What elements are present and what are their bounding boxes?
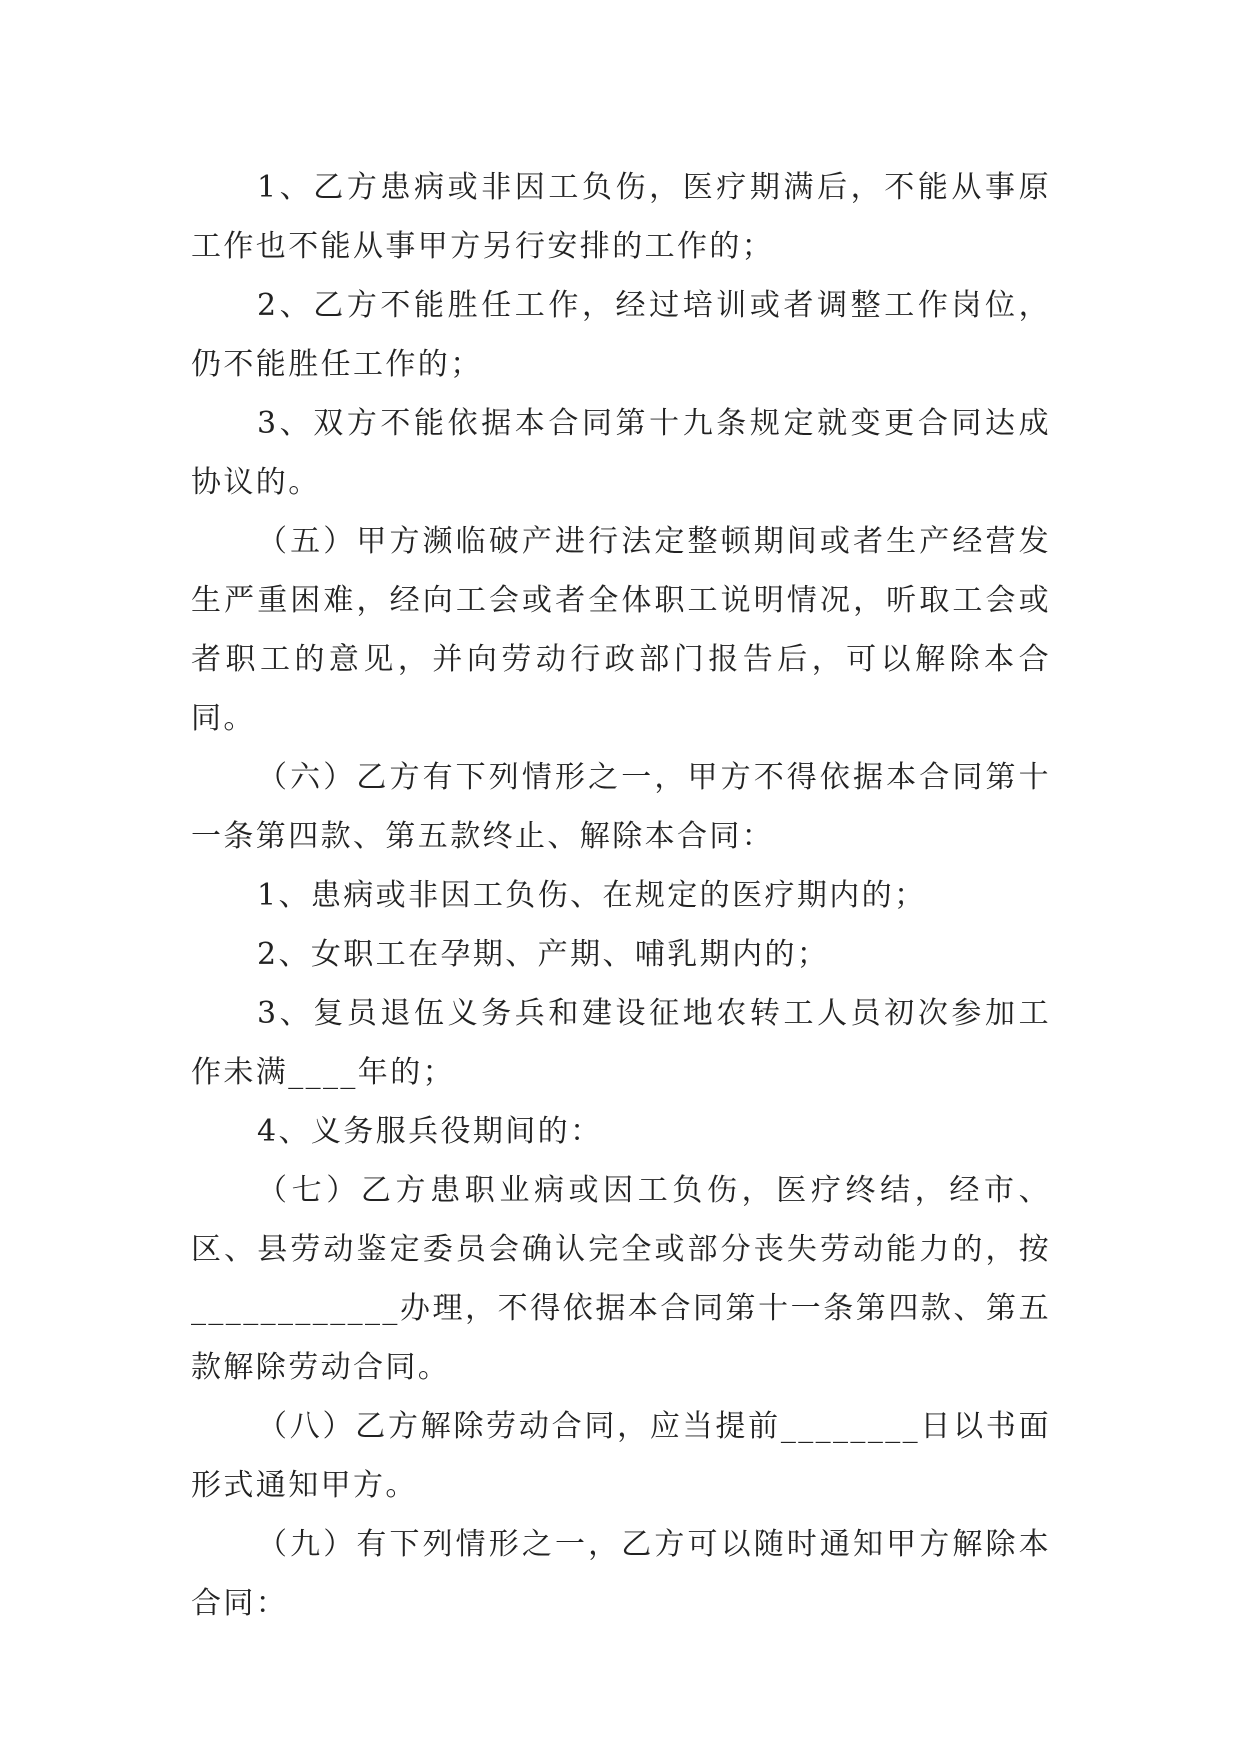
paragraph-clause-8: （八）乙方解除劳动合同，应当提前________日以书面形式通知甲方。 bbox=[191, 1409, 1051, 1503]
paragraph-clause-6-item-2: 2、女职工在孕期、产期、哺乳期内的； bbox=[257, 937, 830, 972]
paragraph-clause-7: （七）乙方患职业病或因工负伤，医疗终结，经市、区、县劳动鉴定委员会确认完全或部分丧失劳动能力的，按____________办理，不得依据本合同第十一条第四款、第五款解除劳动合同。 bbox=[191, 1173, 1051, 1385]
paragraph-clause-6: （六）乙方有下列情形之一，甲方不得依据本合同第十一条第四款、第五款终止、解除本合同： bbox=[191, 760, 1051, 854]
paragraph-clause-6-item-3: 3、复员退伍义务兵和建设征地农转工人员初次参加工作未满____年的； bbox=[191, 996, 1051, 1090]
paragraph-clause-9: （九）有下列情形之一，乙方可以随时通知甲方解除本合同： bbox=[191, 1527, 1051, 1621]
paragraph-clause-6-item-4: 4、义务服兵役期间的： bbox=[257, 1114, 603, 1149]
paragraph-clause-5: （五）甲方濒临破产进行法定整顿期间或者生产经营发生严重困难，经向工会或者全体职工说明情况，听取工会或者职工的意见，并向劳动行政部门报告后，可以解除本合同。 bbox=[191, 524, 1051, 736]
paragraph-item-3: 3、双方不能依据本合同第十九条规定就变更合同达成协议的。 bbox=[191, 406, 1051, 500]
paragraph-item-2: 2、乙方不能胜任工作，经过培训或者调整工作岗位，仍不能胜任工作的； bbox=[191, 288, 1051, 382]
paragraph-item-1: 1、乙方患病或非因工负伤，医疗期满后，不能从事原工作也不能从事甲方另行安排的工作的； bbox=[191, 170, 1051, 264]
paragraph-clause-6-item-1: 1、患病或非因工负伤、在规定的医疗期内的； bbox=[257, 878, 927, 913]
contract-body bbox=[191, 158, 1051, 1633]
